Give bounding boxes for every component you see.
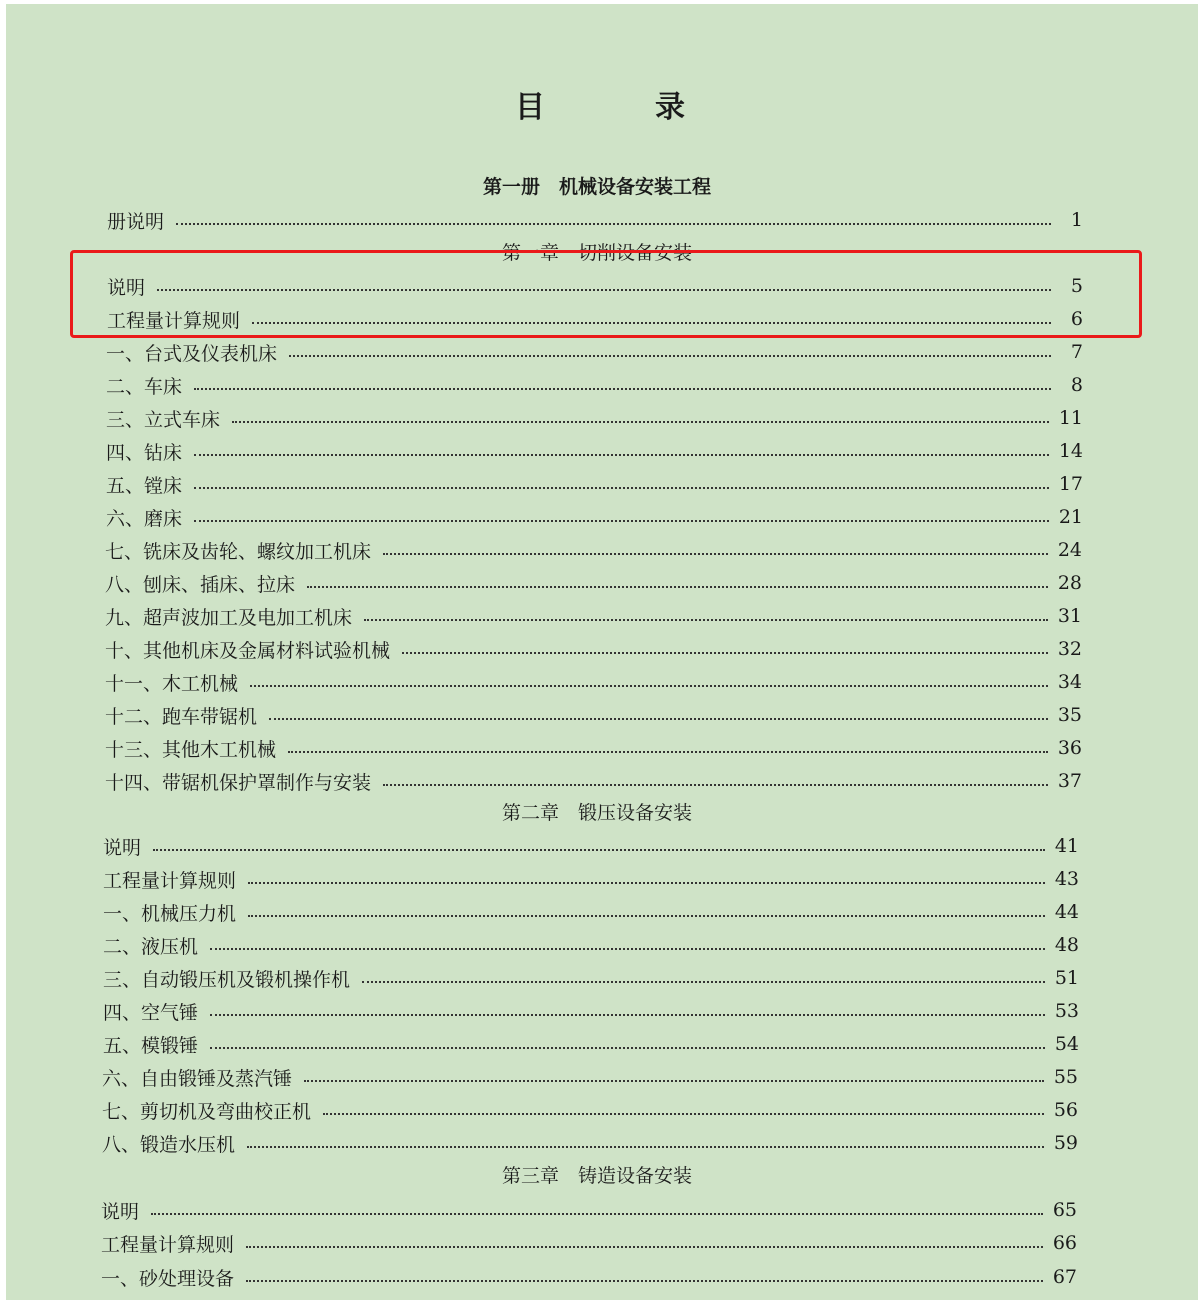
toc-entry-label: 十四、带锯机保护罩制作与安装 [105,771,372,794]
toc-entry[interactable] [102,1128,1078,1158]
toc-entry-label: 一、台式及仪表机床 [106,342,278,365]
toc-entry-label: 七、铣床及齿轮、螺纹加工机床 [105,540,372,563]
toc-entry-label: 十三、其他木工机械 [105,738,277,761]
toc-entry[interactable] [106,370,1083,400]
toc-entry-label: 一、砂处理设备 [101,1267,235,1290]
toc-entry-page: 8 [1070,374,1083,396]
highlight-box [70,250,1142,338]
toc-entry[interactable] [105,634,1082,664]
leader-dots [194,487,1049,489]
chapter-heading: 第二章 锻压设备安装 [501,802,692,824]
toc-entry-label: 十、其他机床及金属材料试验机械 [105,639,391,662]
toc-entry[interactable] [105,700,1082,730]
toc-entry-label: 十二、跑车带锯机 [105,705,258,728]
toc-entry[interactable] [103,930,1079,960]
toc-entry-page: 34 [1057,671,1082,693]
leader-dots [323,1113,1044,1115]
toc-entry-page: 43 [1054,868,1079,890]
leader-dots [210,948,1045,950]
toc-entry-page: 31 [1057,605,1082,627]
toc-entry[interactable] [103,996,1079,1026]
leader-dots [289,355,1051,357]
leader-dots [383,553,1048,555]
toc-entry-page: 67 [1052,1266,1077,1288]
leader-dots [362,981,1045,983]
toc-entry[interactable] [102,1062,1078,1092]
toc-entry-page: 65 [1052,1199,1077,1221]
toc-entry-page: 6 [1070,308,1083,330]
toc-entry-page: 48 [1054,934,1079,956]
toc-entry-label: 说明 [107,276,146,299]
toc-entry[interactable] [103,864,1079,894]
leader-dots [232,421,1049,423]
toc-entry-label: 七、剪切机及弯曲校正机 [102,1100,312,1123]
leader-dots [248,882,1045,884]
leader-dots [176,223,1051,225]
leader-dots [269,718,1048,720]
toc-entry-label: 一、机械压力机 [103,902,237,925]
toc-entry[interactable] [106,502,1083,532]
toc-entry-label: 五、镗床 [106,474,183,497]
toc-entry-page: 37 [1057,770,1082,792]
toc-entry[interactable] [101,1262,1077,1292]
leader-dots [247,1146,1044,1148]
toc-entry-label: 说明 [101,1200,140,1223]
toc-entry-label: 四、空气锤 [103,1001,199,1024]
leader-dots [194,388,1051,390]
toc-entry-page: 28 [1057,572,1082,594]
toc-entry[interactable] [106,469,1083,499]
toc-entry-page: 53 [1054,1000,1079,1022]
toc-entry-label: 六、磨床 [106,507,183,530]
toc-entry[interactable] [103,963,1079,993]
volume-heading: 第一册 机械设备安装工程 [482,176,711,198]
toc-entry-label: 四、钻床 [106,441,183,464]
toc-entry-label: 三、立式车床 [106,408,221,431]
toc-entry-label: 工程量计算规则 [103,869,237,892]
toc-entry[interactable] [103,1029,1079,1059]
toc-entry-page: 24 [1057,539,1082,561]
toc-entry[interactable] [103,831,1079,861]
toc-title: 目 录 [515,90,725,125]
toc-entry[interactable] [105,766,1082,796]
toc-entry-page: 35 [1057,704,1082,726]
toc-entry-page: 55 [1053,1066,1078,1088]
toc-entry[interactable] [106,337,1083,367]
toc-entry-label: 五、模锻锤 [103,1034,199,1057]
toc-entry[interactable] [106,436,1083,466]
leader-dots [210,1014,1045,1016]
toc-entry-label: 二、液压机 [103,935,199,958]
toc-entry[interactable] [106,403,1083,433]
chapter-heading: 第一章 切削设备安装 [501,242,692,264]
toc-entry-page: 51 [1054,967,1079,989]
toc-entry-page: 1 [1070,209,1083,231]
toc-entry-label: 册说明 [107,210,165,233]
toc-entry-label: 说明 [103,836,142,859]
toc-entry-label: 八、锻造水压机 [102,1133,236,1156]
toc-entry[interactable] [105,601,1082,631]
toc-entry-label: 工程量计算规则 [101,1233,235,1256]
toc-entry[interactable] [105,568,1082,598]
toc-entry-page: 44 [1054,901,1079,923]
toc-entry-label: 八、刨床、插床、拉床 [105,573,296,596]
leader-dots [194,520,1049,522]
toc-entry-page: 59 [1053,1132,1078,1154]
leader-dots [307,586,1048,588]
toc-entry-label: 九、超声波加工及电加工机床 [105,606,353,629]
toc-entry[interactable] [101,1195,1077,1225]
toc-entry-label: 工程量计算规则 [107,309,241,332]
leader-dots [364,619,1048,621]
leader-dots [250,685,1048,687]
leader-dots [383,784,1048,786]
leader-dots [153,849,1045,851]
toc-entry-page: 36 [1057,737,1082,759]
toc-entry-label: 二、车床 [106,375,183,398]
toc-entry-page: 14 [1058,440,1083,462]
toc-entry-page: 11 [1058,407,1083,429]
leader-dots [304,1080,1044,1082]
leader-dots [151,1213,1043,1215]
toc-entry-page: 21 [1058,506,1083,528]
leader-dots [246,1280,1043,1282]
toc-entry-page: 54 [1054,1033,1079,1055]
toc-entry[interactable] [105,667,1082,697]
toc-entry[interactable] [107,205,1083,235]
toc-entry-page: 7 [1070,341,1083,363]
chapter-heading: 第三章 铸造设备安装 [501,1165,692,1187]
toc-entry-label: 三、自动锻压机及锻机操作机 [103,968,351,991]
toc-entry-page: 17 [1058,473,1083,495]
leader-dots [402,652,1048,654]
toc-entry-label: 十一、木工机械 [105,672,239,695]
toc-entry-page: 5 [1070,275,1083,297]
toc-entry[interactable] [101,1228,1077,1258]
leader-dots [246,1246,1043,1248]
toc-entry-page: 41 [1054,835,1079,857]
toc-entry[interactable] [102,1095,1078,1125]
toc-entry[interactable] [105,535,1082,565]
leader-dots [248,915,1045,917]
toc-entry-page: 32 [1057,638,1082,660]
toc-entry-label: 六、自由锻锤及蒸汽锤 [102,1067,293,1090]
toc-entry-page: 56 [1053,1099,1078,1121]
toc-entry[interactable] [103,897,1079,927]
toc-entry-page: 66 [1052,1232,1077,1254]
leader-dots [210,1047,1045,1049]
toc-entry[interactable] [105,733,1082,763]
leader-dots [194,454,1049,456]
leader-dots [288,751,1048,753]
